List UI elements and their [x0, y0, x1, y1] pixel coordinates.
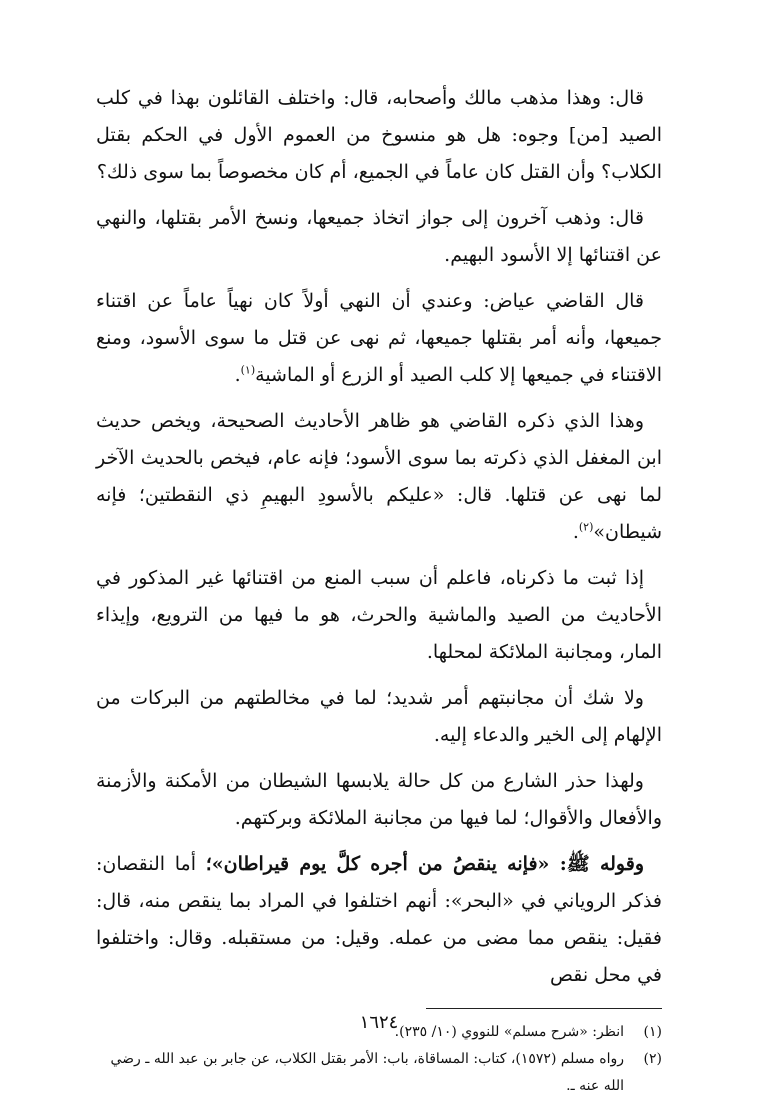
footnote-2	[96, 1046, 662, 1100]
footnote-text: رواه مسلم (١٥٧٢)، كتاب: المساقاة، باب: الأمر بقتل الكلاب، عن جابر بن عبد الله ـ رضي الله عنه ـ.	[110, 1051, 624, 1094]
paragraph-1: قال: وهذا مذهب مالك وأصحابه، قال: واختلف القائلون بهذا في كلب الصيد [من] وجوه: هل هو منسوخ من العموم الأول في الحكم بقتل الكلاب؟ وأن القتل كان عاماً في الجميع، أم كان مخصوصاً بما سوى ذلك؟	[96, 87, 662, 183]
footnote-number: (٢)	[643, 1051, 662, 1067]
paragraph-4: وهذا الذي ذكره القاضي هو ظاهر الأحاديث الصحيحة، ويخص حديث ابن المغفل الذي ذكرته بما سوى الأسود؛ فإنه عام، فيخص بالحديث الآخر لما نهى عن قتلها. قال: «عليكم بالأسودِ البهيمِ ذي النقطتين؛ فإنه شيطان»$^{(٢)}$.	[96, 410, 662, 543]
paragraph-6: ولا شك أن مجانبتهم أمر شديد؛ لما في مخالطتهم من البركات من الإلهام إلى الخير والدعاء إليه.	[96, 687, 662, 746]
main-text	[96, 80, 662, 994]
paragraph-4-text: وهذا الذي ذكره القاضي هو ظاهر الأحاديث الصحيحة، ويخص حديث ابن المغفل الذي ذكرته بما سوى الأسود؛ فإنه عام، فيخص بالحديث الآخر لما نهى عن قتلها. قال: «عليكم بالأسودِ البهيمِ ذي النقطتين؛ فإنه شيطان»	[96, 410, 662, 543]
footnote-ref-1[interactable]: (١)	[240, 363, 256, 377]
footnote-text: انظر: «شرح مسلم» للنووي (١٠/ ٢٣٥).	[394, 1024, 624, 1040]
paragraph-3-text: قال القاضي عياض: وعندي أن النهي أولاً كان نهياً عاماً عن اقتناء جميعها، وأنه أمر بقتلها جميعها، ثم نهى عن قتل ما سوى الأسود، ومنع الاقتناء في جميعها إلا كلب الصيد أو الزرع أو الماشية	[96, 290, 662, 386]
footnote-number: (١)	[643, 1024, 662, 1040]
paragraph-8-text: أما النقصان: فذكر الروياني في «البحر»: أنهم اختلفوا في المراد بما ينقص منه، قال: فقيل: ينقص مما مضى من عمله. وقيل: من مستقبله. وقال: واختلفوا في محل نقص	[96, 853, 662, 986]
paragraph-2: قال: وذهب آخرون إلى جواز اتخاذ جميعها، ونسخ الأمر بقتلها، والنهي عن اقتنائها إلا الأسود البهيم.	[96, 207, 662, 266]
footnote-ref-2[interactable]: (٢)	[578, 520, 594, 534]
paragraph-5: إذا ثبت ما ذكرناه، فاعلم أن سبب المنع من اقتنائها غير المذكور في الأحاديث من الصيد والماشية والحرث، هو ما فيها من الترويع، وإيذاء المار، ومجانبة الملائكة لمحلها.	[96, 567, 662, 663]
paragraph-7: ولهذا حذر الشارع من كل حالة يلابسها الشيطان من الأمكنة والأزمنة والأفعال والأقوال؛ لما فيها من مجانبة الملائكة وبركتهم.	[96, 770, 662, 829]
paragraph-8	[96, 846, 662, 994]
footnote-divider	[426, 1008, 662, 1009]
hadith-quote: وقوله ﷺ: «فإنه ينقصُ من أجره كلَّ يوم قيراطان»؛	[205, 853, 645, 875]
page-number: ١٦٢٤	[359, 1012, 399, 1033]
paragraph-3: قال القاضي عياض: وعندي أن النهي أولاً كان نهياً عاماً عن اقتناء جميعها، وأنه أمر بقتلها جميعها، ثم نهى عن قتل ما سوى الأسود، ومنع الاقتناء في جميعها إلا كلب الصيد أو الزرع أو الماشية$^{(١)}$.	[96, 290, 662, 386]
